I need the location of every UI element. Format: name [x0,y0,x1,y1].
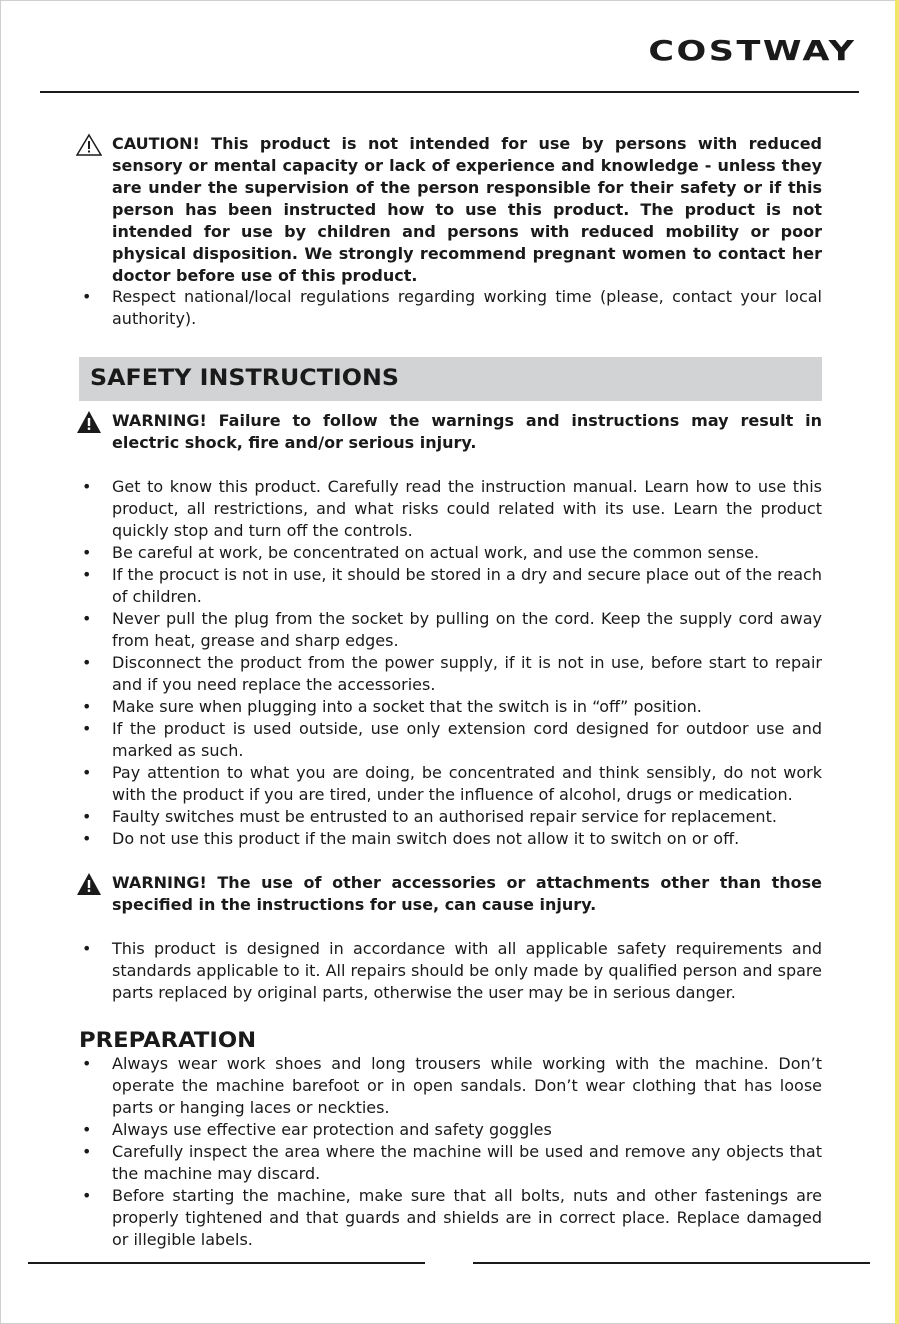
list-item: • Before starting the machine, make sure that all bolts, nuts and other fastenings are properly tightened and that guards and shields are in correct place. Replace damaged or illegible labels. [82,1186,822,1249]
list-item: • Always wear work shoes and long trousers while working with the machine. Don’t operate the machine barefoot or in open sandals. Don’t wear clothing that has loose parts or hanging laces or neckties. [82,1054,822,1117]
warning-filled-triangle-icon [76,872,102,896]
footer-rule-right [473,1262,870,1264]
warning-text-2: WARNING! The use of other accessories or attachments other than those specified in the instructions for use, can cause injury. [112,873,822,914]
list-item: • Be careful at work, be concentrated on actual work, and use the common sense. [82,543,760,562]
brand-logo: COSTWAY [648,34,857,67]
caution-text: CAUTION! This product is not intended for use by persons with reduced sensory or mental capacity or lack of experience and knowledge - unless they are under the supervision of the person responsible for their safety or if this person has been instructed how to use this product. The product is not intended for use by children and persons with reduced mobility or poor physical disposition. We strongly recommend pregnant women to contact her doctor before use of this product. [112,134,822,285]
section-title-safety: SAFETY INSTRUCTIONS [90,366,399,391]
list-item: • Faulty switches must be entrusted to an authorised repair service for replacement. [82,807,777,826]
list-item: • Carefully inspect the area where the machine will be used and remove any objects that the machine may discard. [82,1142,822,1183]
list-item: • Respect national/local regulations regarding working time (please, contact your local authority). [82,287,822,328]
list-item: • Disconnect the product from the power supply, if it is not in use, before start to repair and if you need replace the accessories. [82,653,822,694]
list-item: • Get to know this product. Carefully read the instruction manual. Learn how to use this product, all restrictions, and what risks could related with its use. Learn the product quickly stop and turn off the controls. [82,477,822,540]
header-rule [40,91,859,93]
caution-block [76,133,822,287]
list-item: • Make sure when plugging into a socket that the switch is in “off” position. [82,697,702,716]
safety-bullets-2 [76,938,822,1004]
list-item: • Do not use this product if the main switch does not allow it to switch on or off. [82,829,740,848]
list-item: • If the product is used outside, use only extension cord designed for outdoor use and marked as such. [82,719,822,760]
list-item: • Pay attention to what you are doing, be concentrated and think sensibly, do not work with the product if you are tired, under the influence of alcohol, drugs or medication. [82,763,822,804]
safety-bullets [76,476,822,850]
section-bar-safety [79,357,822,401]
warning-filled-triangle-icon [76,410,102,434]
warning-block-2 [76,872,822,916]
list-item: • Always use effective ear protection and safety goggles [82,1120,552,1139]
preparation-bullets [76,1053,822,1251]
accent-strip [895,0,899,1324]
list-item: • Never pull the plug from the socket by pulling on the cord. Keep the supply cord away from heat, grease and sharp edges. [82,609,822,650]
footer-rule-left [28,1262,425,1264]
intro-bullets [76,286,822,330]
list-item: • This product is designed in accordance with all applicable safety requirements and standards applicable to it. All repairs should be only made by qualified person and spare parts replaced by original parts, otherwise the user may be in serious danger. [82,939,822,1002]
caution-outline-triangle-icon [76,133,102,157]
warning-block-1 [76,410,822,454]
section-title-preparation: PREPARATION [79,1028,257,1052]
list-item: • If the procuct is not in use, it should be stored in a dry and secure place out of the reach of children. [82,565,822,606]
warning-text-1: WARNING! Failure to follow the warnings and instructions may result in electric shock, fire and/or serious injury. [112,411,822,452]
